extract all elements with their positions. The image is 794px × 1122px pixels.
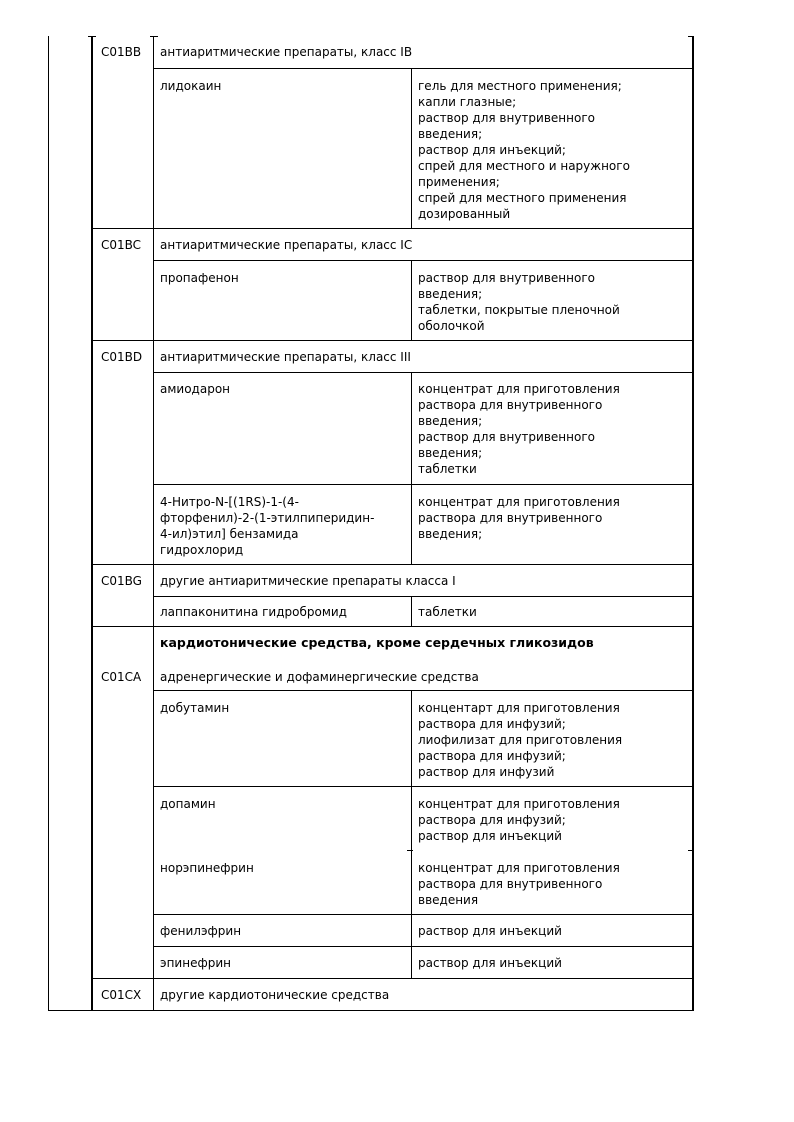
dosage-forms: раствор для инъекций: [418, 924, 562, 938]
atc-code: C01BB: [101, 45, 142, 59]
row-rule: [153, 914, 693, 915]
corner-tick: [407, 850, 413, 851]
col-sep: [411, 372, 412, 564]
drug-name: норэпинефрин: [160, 861, 254, 875]
table-border-code-right: [153, 36, 154, 1011]
table-bottom: [48, 1010, 694, 1011]
col-sep: [411, 260, 412, 340]
table-border-right: [692, 36, 694, 1011]
corner-tick: [88, 36, 96, 37]
row-rule: [91, 564, 693, 565]
drug-name: пропафенон: [160, 271, 239, 285]
dosage-forms: концентарт для приготовления раствора для инфузий; лиофилизат для приготовления раствора для инфузий; раствор для инфузий: [418, 701, 623, 779]
row-rule: [91, 340, 693, 341]
corner-tick: [688, 340, 694, 341]
dosage-forms: таблетки: [418, 605, 477, 619]
section-title: кардиотонические средства, кроме сердечных гликозидов: [160, 635, 594, 650]
dosage-forms: концентрат для приготовления раствора для внутривенного введения; раствор для внутривенного введения; таблетки: [418, 382, 620, 476]
row-rule: [153, 260, 693, 261]
table-border-left: [48, 36, 49, 1011]
row-rule: [91, 978, 693, 979]
row-rule: [91, 626, 693, 627]
corner-tick: [688, 36, 694, 37]
drug-name: 4-Нитро-N-[(1RS)-1-(4- фторфенил)-2-(1-этилпиперидин- 4-ил)этил] бензамида гидрохлорид: [160, 495, 375, 557]
atc-code: C01CA: [101, 670, 142, 684]
corner-tick: [150, 36, 158, 37]
col-sep: [411, 596, 412, 626]
group-name: другие антиаритмические препараты класса I: [160, 574, 456, 588]
atc-code: C01BD: [101, 350, 143, 364]
atc-code: C01BG: [101, 574, 142, 588]
table-border-code-left: [91, 36, 93, 1011]
drug-name: эпинефрин: [160, 956, 231, 970]
dosage-forms: концентрат для приготовления раствора для внутривенного введения: [418, 861, 620, 907]
row-rule: [153, 596, 693, 597]
dosage-forms: раствор для инъекций: [418, 956, 562, 970]
drug-name: фенилэфрин: [160, 924, 242, 938]
drug-name: допамин: [160, 797, 216, 811]
row-rule: [153, 946, 693, 947]
dosage-forms: раствор для внутривенного введения; таблетки, покрытые пленочной оболочкой: [418, 271, 620, 333]
drug-name: лидокаин: [160, 79, 222, 93]
row-rule: [153, 786, 693, 787]
group-name: другие кардиотонические средства: [160, 988, 390, 1002]
group-name: антиаритмические препараты, класс IB: [160, 45, 413, 59]
row-rule: [153, 372, 693, 373]
dosage-forms: гель для местного применения; капли глазные; раствор для внутривенного введения; раствор для инъекций; спрей для местного и наружного применения; спрей для местного применения дозированный: [418, 79, 630, 221]
group-name: адренергические и дофаминергические средства: [160, 670, 479, 684]
row-rule: [153, 68, 693, 69]
drug-name: лаппаконитина гидробромид: [160, 605, 347, 619]
corner-tick: [688, 850, 694, 851]
dosage-forms: концентрат для приготовления раствора для внутривенного введения;: [418, 495, 620, 541]
drug-name: амиодарон: [160, 382, 231, 396]
group-name: антиаритмические препараты, класс III: [160, 350, 411, 364]
group-name: антиаритмические препараты, класс IC: [160, 238, 413, 252]
col-sep: [411, 690, 412, 978]
drug-name: добутамин: [160, 701, 230, 715]
corner-tick: [150, 340, 156, 341]
col-sep: [411, 68, 412, 228]
atc-code: C01BC: [101, 238, 142, 252]
row-rule: [153, 690, 693, 691]
dosage-forms: концентрат для приготовления раствора для инфузий; раствор для инъекций: [418, 797, 620, 843]
row-rule: [91, 228, 693, 229]
atc-code: C01CX: [101, 988, 142, 1002]
row-rule: [153, 484, 693, 485]
